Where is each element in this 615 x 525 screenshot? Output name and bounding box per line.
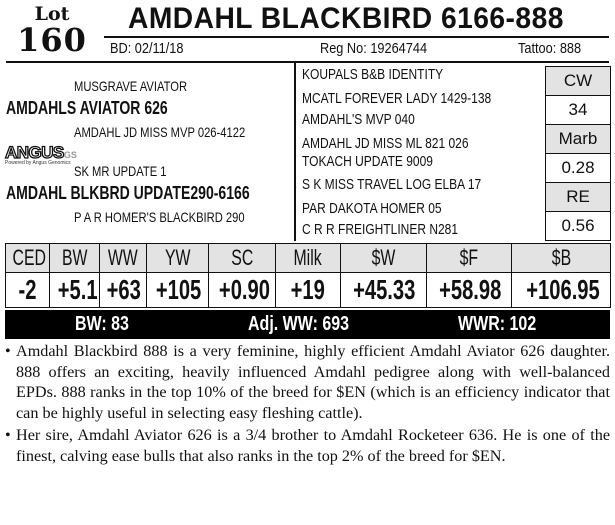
epd-header-row <box>6 244 611 273</box>
epd-table <box>5 243 611 308</box>
epd-value: -2 <box>6 273 50 308</box>
pedigree-divider <box>294 63 296 241</box>
bullet-icon: • <box>5 426 11 444</box>
registration-number: Reg No: 19264744 <box>320 40 428 57</box>
ped-right-5: S K MISS TRAVEL LOG ELBA 17 <box>302 176 482 193</box>
carcass-epd-box <box>545 66 611 241</box>
birth-date: BD: 02/11/18 <box>110 40 184 57</box>
bullet-icon: • <box>5 342 11 360</box>
id-row <box>104 38 609 60</box>
marb-value: 0.28 <box>546 154 610 183</box>
lot-number: 160 <box>17 21 87 59</box>
header-divider-bottom <box>6 61 609 63</box>
actuals-bar <box>5 310 610 339</box>
epd-value: +5.1 <box>50 273 100 308</box>
ped-right-6: PAR DAKOTA HOMER 05 <box>302 200 442 217</box>
epd-header: CED <box>6 244 50 273</box>
re-label: RE <box>546 183 610 212</box>
marb-label: Marb <box>546 125 610 154</box>
cw-value: 34 <box>546 96 610 125</box>
note-paragraph: • Amdahl Blackbird 888 is a very feminine, highly efficient Amdahl Aviator 626 daughter. 888 offers an exciting, heavily influenced Amdahl pedigree along with well-balanced EPDs. 888 ranks in the top 10% of the breed for $EN (which is an efficiency indicator that can be highly useful in selecting easy fleshing cattle). <box>5 342 610 422</box>
epd-header: $B <box>512 244 611 273</box>
lot-label: Lot <box>34 3 70 25</box>
epd-value: +63 <box>100 273 147 308</box>
ped-right-2: AMDAHL'S MVP 040 <box>302 111 415 128</box>
ped-right-0: KOUPALS B&B IDENTITY <box>302 66 444 83</box>
ped-right-3: AMDAHL JD MISS ML 821 026 <box>302 135 469 152</box>
angus-gs-logo: ANGUSGS Powered by Angus Genomics <box>5 143 77 166</box>
birth-weight: BW: 83 <box>75 313 129 335</box>
dam-sire-dam: P A R HOMER'S BLACKBIRD 290 <box>74 209 245 225</box>
ped-right-7: C R R FREIGHTLINER N281 <box>302 221 459 238</box>
epd-header: $F <box>427 244 512 273</box>
tattoo: Tattoo: 888 <box>518 40 582 57</box>
epd-header: Milk <box>276 244 341 273</box>
lot-notes <box>5 341 610 468</box>
epd-value: +0.90 <box>209 273 276 308</box>
epd-header: BW <box>50 244 100 273</box>
epd-value: +106.95 <box>512 273 611 308</box>
epd-value: +105 <box>147 273 209 308</box>
sire-dam: AMDAHL JD MISS MVP 026-4122 <box>74 124 246 140</box>
sire: AMDAHLS AVIATOR 626 <box>6 98 168 118</box>
epd-value: +58.98 <box>427 273 512 308</box>
epd-header: WW <box>100 244 147 273</box>
epd-header: $W <box>341 244 427 273</box>
dam-sire-sire: SK MR UPDATE 1 <box>74 163 167 179</box>
animal-name: AMDAHL BLACKBIRD 6166-888 <box>128 2 564 35</box>
weaning-weight-ratio: WWR: 102 <box>458 313 537 335</box>
adjusted-weaning-weight: Adj. WW: 693 <box>248 313 350 335</box>
note-paragraph: • Her sire, Amdahl Aviator 626 is a 3/4 brother to Amdahl Rocketeer 636. He is one of the finest, calving ease bulls that also ranks in the top 2% of the breed for $EN. <box>5 426 610 465</box>
epd-value: +45.33 <box>341 273 427 308</box>
epd-header: SC <box>209 244 276 273</box>
sire-sire: MUSGRAVE AVIATOR <box>74 78 188 94</box>
epd-value: +19 <box>276 273 341 308</box>
dam-sire: AMDAHL BLKBRD UPDATE290-6166 <box>6 183 250 203</box>
ped-right-1: MCATL FOREVER LADY 1429-138 <box>302 90 492 107</box>
epd-header: YW <box>147 244 209 273</box>
re-value: 0.56 <box>561 216 595 235</box>
ped-right-4: TOKACH UPDATE 9009 <box>302 153 433 170</box>
lot-box <box>6 3 98 59</box>
cw-label: CW <box>546 67 610 96</box>
epd-value-row <box>6 273 611 308</box>
